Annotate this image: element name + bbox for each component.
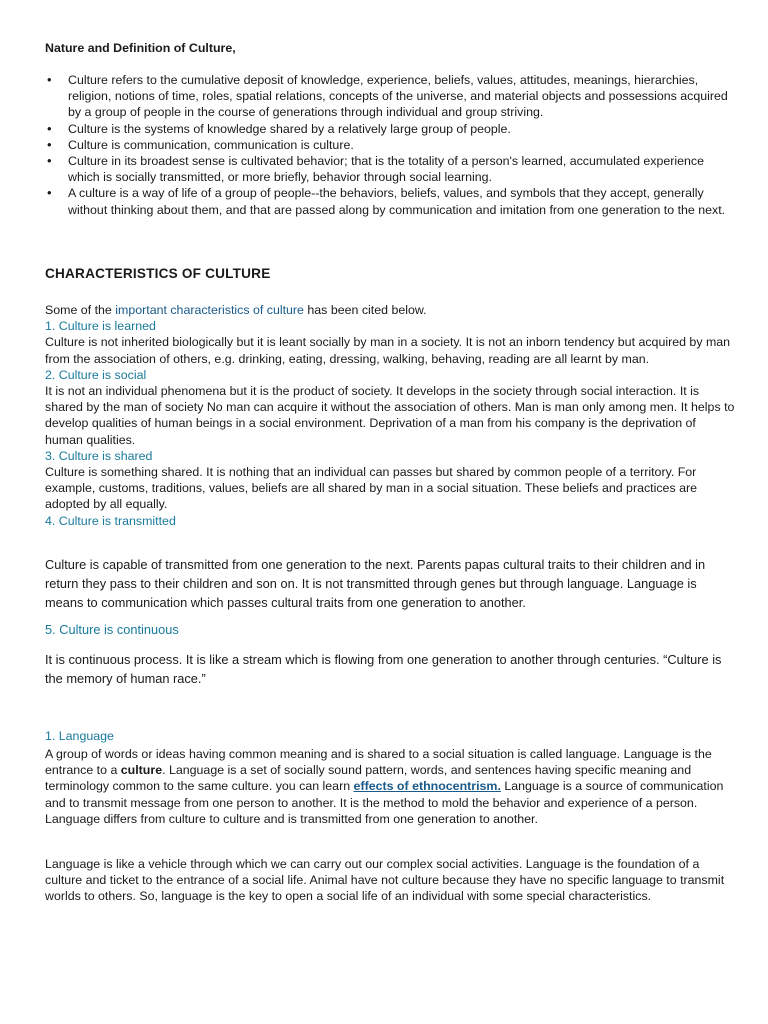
list-item: • A culture is a way of life of a group of people--the behaviors, beliefs, values, and symbols that they accept, generally without thinking about them, and that are passed along by communication and imitation from one generation to the next. — [45, 185, 735, 217]
list-item: • Culture is the systems of knowledge shared by a relatively large group of people. — [45, 121, 735, 137]
characteristics-heading: CHARACTERISTICS OF CULTURE — [45, 266, 271, 281]
subheading-shared: 3. Culture is shared — [45, 448, 153, 463]
paragraph-social: It is not an individual phenomena but it is the product of society. It develops in the society through social interaction. It is shared by the man of society No man can acquire it without the association of others. Man is man only among men. It helps to develop qualities of human beings in a social environment. Deprivation of a man from his company is the deprivation of human qualities. — [45, 384, 735, 447]
characteristics-body — [45, 302, 735, 529]
list-item: • Culture is communication, communication is culture. — [45, 137, 735, 153]
subheading-social: 2. Culture is social — [45, 367, 147, 382]
paragraph-continuous: It is continuous process. It is like a stream which is flowing from one generation to another through centuries. “Culture is the memory of human race.” — [45, 652, 722, 686]
section-title-nature: Nature and Definition of Culture, — [45, 41, 236, 55]
subheading-language: 1. Language — [45, 729, 114, 743]
subheading-learned: 1. Culture is learned — [45, 319, 156, 334]
intro-paragraph: Some of the important characteristics of culture has been cited below. — [45, 303, 427, 317]
bold-text: culture — [120, 763, 163, 778]
list-item: • Culture in its broadest sense is cultivated behavior; that is the totality of a person's learned, accumulated experience which is socially transmitted, or more briefly, behavior through social learning. — [45, 153, 735, 185]
subheading-transmitted: 4. Culture is transmitted — [45, 513, 176, 528]
paragraph-language-2: Language is like a vehicle through which we can carry out our complex social activities. Language is the foundation of a culture and ticket to the entrance of a social life. Animal have not culture because they have no specific language to transmit worlds to others. So, language is the key to open a social life of an individual with some special characteristics. — [45, 857, 725, 904]
paragraph-shared: Culture is something shared. It is nothing that an individual can passes but shared by common people of a territory. For example, customs, traditions, values, beliefs are all shared by man in a social situation. These beliefs and practices are adopted by all equally. — [45, 465, 697, 512]
list-item: • Culture refers to the cumulative deposit of knowledge, experience, beliefs, values, attitudes, meanings, hierarchies, religion, notions of time, roles, spatial relations, concepts of the universe, and material objects and possessions acquired by a group of people in the course of generations through individual and group striving. — [45, 72, 735, 121]
highlight-text: important characteristics of culture — [115, 303, 304, 317]
paragraph-language-1: A group of words or ideas having common meaning and is shared to a social situation is called language. Language is the entrance to a culture. Language is a set of socially sound pattern, words, and sentences having specific meaning and terminology common to the same culture. you can learn effects of ethnocentrism. Language is a source of communication and to transmit message from one person to another. It is the method to mold the behavior and experience of a person. Language differs from culture to culture and is transmitted from one generation to another. — [45, 747, 724, 826]
paragraph-learned: Culture is not inherited biologically but it is leant socially by man in a society. It is not an inborn tendency but acquired by man from the association of others, e.g. drinking, eating, dressing, walking, behaving, reading are all learnt by man. — [45, 335, 731, 366]
definition-list — [45, 72, 735, 218]
subheading-continuous: 5. Culture is continuous — [45, 622, 179, 637]
ethnocentrism-link[interactable]: effects of ethnocentrism. — [353, 779, 501, 794]
paragraph-transmitted: Culture is capable of transmitted from one generation to the next. Parents papas cultural traits to their children and in return they pass to their children and son on. It is not transmitted through genes but through language. Language is means to communication which passes cultural traits from one generation to another. — [45, 557, 706, 610]
